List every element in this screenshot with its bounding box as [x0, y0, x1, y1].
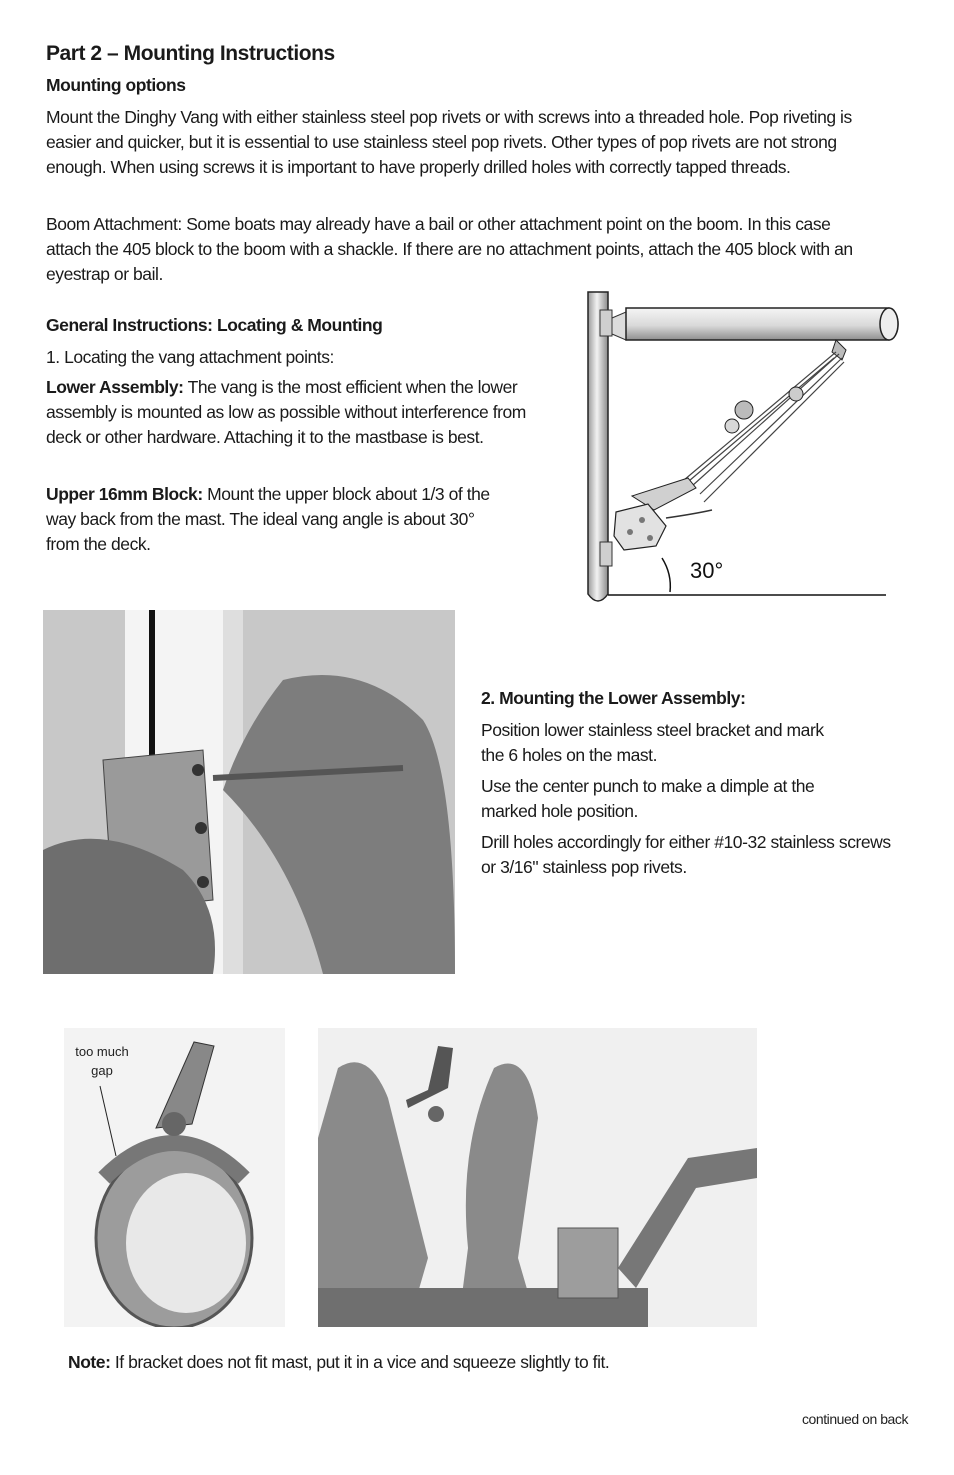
mounting-lower-p1: Position lower stainless steel bracket and mark the 6 holes on the mast.: [481, 720, 824, 765]
gap-pointer-line: [94, 1084, 124, 1160]
lower-assembly-text: The vang is the most efficient when the lower assembly is mounted as low as possible without interference from deck or other hardware. Attaching it to the mastbase is best.: [46, 377, 526, 447]
middle-block-2: [735, 401, 753, 419]
upper-block-text: Mount the upper block about 1/3 of the way back from the mast. The ideal vang angle is about 30° from the deck.: [46, 484, 490, 554]
note-label: Note:: [68, 1352, 111, 1372]
bracket-in-vice: [428, 1106, 444, 1122]
mounting-lower-p2: Use the center punch to make a dimple at the marked hole position.: [481, 776, 815, 821]
upper-block: [832, 340, 846, 360]
boom-shape: [626, 308, 898, 340]
mounting-options-heading: Mounting options: [46, 75, 186, 95]
mounting-options-para-1: Mount the Dinghy Vang with either stainless steel pop rivets or with screws into a threaded hole. Pop riveting is easier and quicker, but it is essential to use stainless steel pop rivets. Other types of pop rivets are not strong enough. When using screws it is important to have properly drilled holes with correctly tapped threads.: [46, 107, 852, 177]
continued-footer: continued on back: [802, 1411, 908, 1427]
angle-arc: [662, 558, 670, 592]
lower-assembly-paragraph: [46, 375, 546, 450]
gap-caption-line-2: gap: [91, 1063, 113, 1078]
page-title: Part 2 – Mounting Instructions: [46, 42, 335, 65]
note-paragraph: [68, 1350, 888, 1375]
general-instructions-heading: General Instructions: Locating & Mounting: [46, 315, 383, 335]
upper-block-paragraph: [46, 482, 506, 557]
photo-marking-holes: [43, 610, 455, 974]
middle-block-3: [725, 419, 739, 433]
step-1-text: 1. Locating the vang attachment points:: [46, 347, 334, 367]
gap-caption: [64, 1042, 140, 1080]
mounting-lower-heading: 2. Mounting the Lower Assembly:: [481, 688, 746, 708]
lower-assembly-label: Lower Assembly:: [46, 377, 184, 397]
vang-tackle: [676, 352, 844, 502]
angle-label: 30°: [690, 558, 724, 583]
vang-angle-diagram: [584, 288, 904, 608]
mast-base-bracket: [600, 542, 612, 566]
note-text: If bracket does not fit mast, put it in a vice and squeeze slightly to fit.: [114, 1352, 610, 1372]
mounting-options-para-2: Boom Attachment: Some boats may already have a bail or other attachment point on the boom. In this case attach the 405 block to the boom with a shackle. If there are no attachment points, attach the 405 block with an eyestrap or bail.: [46, 214, 853, 284]
upper-block-label: Upper 16mm Block:: [46, 484, 203, 504]
middle-block-1: [789, 387, 803, 401]
photo-bracket-gap: [64, 1028, 285, 1327]
gap-caption-line-1: too much: [75, 1044, 129, 1059]
photo-vice: [318, 1028, 757, 1327]
gooseneck-bracket: [600, 310, 612, 336]
lower-assembly-bracket: [614, 504, 666, 550]
mounting-lower-p3: Drill holes accordingly for either #10-32 stainless screws or 3/16" stainless pop rivets.: [481, 832, 891, 877]
